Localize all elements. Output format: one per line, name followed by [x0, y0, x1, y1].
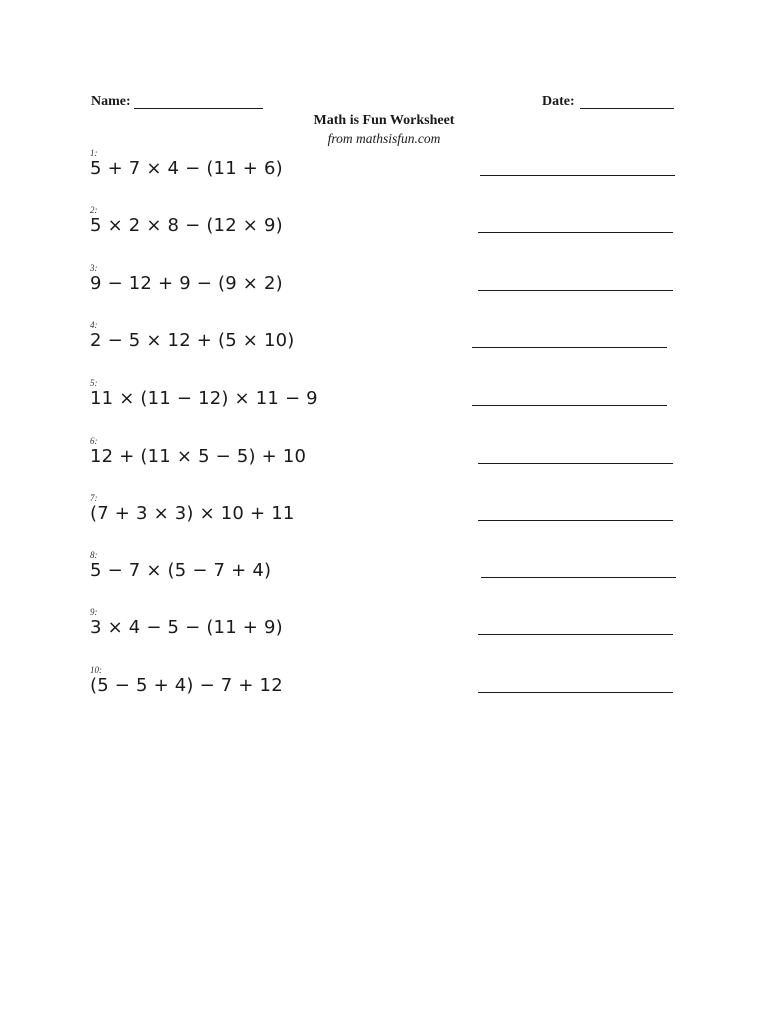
problem-number: 8:: [90, 550, 98, 560]
problem-expression: 5 × 2 × 8 − (12 × 9): [90, 215, 283, 236]
answer-blank: [478, 634, 673, 635]
problem-number: 7:: [90, 493, 98, 503]
answer-blank: [478, 232, 673, 233]
problem-number: 9:: [90, 607, 98, 617]
problem-expression: 9 − 12 + 9 − (9 × 2): [90, 273, 283, 294]
problem-4: [0, 320, 768, 370]
problem-9: [0, 607, 768, 657]
worksheet-subtitle: from mathsisfun.com: [327, 131, 441, 146]
answer-blank: [478, 520, 673, 521]
worksheet-title: Math is Fun Worksheet: [313, 113, 455, 128]
problem-number: 5:: [90, 378, 98, 388]
date-label: Date:: [542, 94, 575, 109]
problem-2: [0, 205, 768, 255]
problem-number: 1:: [90, 148, 98, 158]
problem-8: [0, 550, 768, 600]
name-label: Name:: [91, 94, 131, 109]
problem-5: [0, 378, 768, 428]
problem-1: [0, 148, 768, 198]
problem-7: [0, 493, 768, 543]
answer-blank: [478, 692, 673, 693]
problem-10: [0, 665, 768, 715]
problem-expression: (5 − 5 + 4) − 7 + 12: [90, 675, 283, 696]
answer-blank: [472, 347, 667, 348]
answer-blank: [481, 577, 676, 578]
problem-expression: 2 − 5 × 12 + (5 × 10): [90, 330, 295, 351]
problem-expression: 3 × 4 − 5 − (11 + 9): [90, 617, 283, 638]
problem-expression: 12 + (11 × 5 − 5) + 10: [90, 446, 307, 467]
name-blank: [134, 108, 263, 109]
problem-6: [0, 436, 768, 486]
answer-blank: [480, 175, 675, 176]
answer-blank: [472, 405, 667, 406]
problem-number: 3:: [90, 263, 98, 273]
problem-number: 4:: [90, 320, 98, 330]
problem-expression: 11 × (11 − 12) × 11 − 9: [90, 388, 318, 409]
problem-expression: (7 + 3 × 3) × 10 + 11: [90, 503, 295, 524]
problem-expression: 5 + 7 × 4 − (11 + 6): [90, 158, 283, 179]
problem-number: 6:: [90, 436, 98, 446]
answer-blank: [478, 290, 673, 291]
problem-number: 10:: [90, 665, 102, 675]
answer-blank: [478, 463, 673, 464]
problem-3: [0, 263, 768, 313]
problem-expression: 5 − 7 × (5 − 7 + 4): [90, 560, 272, 581]
problem-number: 2:: [90, 205, 98, 215]
date-blank: [580, 108, 674, 109]
